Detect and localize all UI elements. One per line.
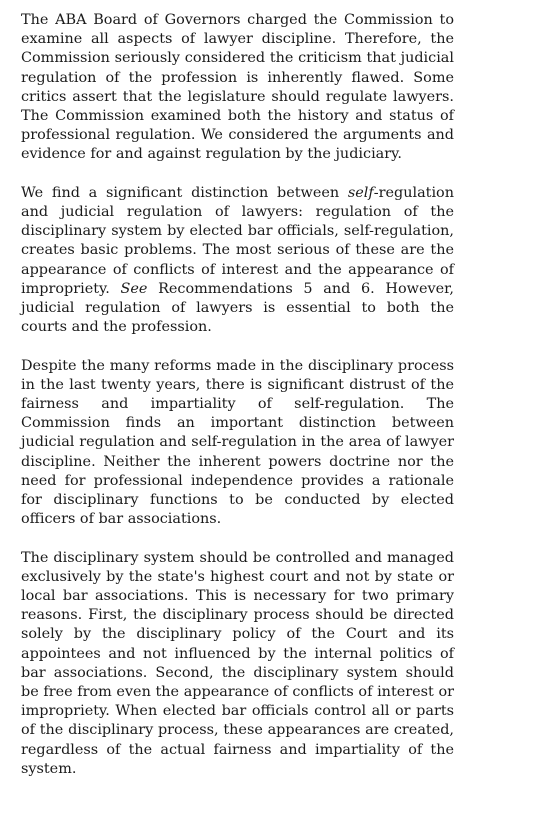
document-page [21, 11, 454, 779]
paragraph-reforms-distrust [21, 357, 454, 530]
paragraph-text: The disciplinary system should be controlled and managed exclusively by the state's highest court and not by state or local bar associations. This is necessary for two primary reasons. First, the disciplinary process should be directed solely by the disciplinary policy of the Court and its appointees and not influenced by the internal politics of bar associations. Second, the disciplinary system should be free from even the appearance of conflicts of interest or impropriety. When elected bar officials control all or parts of the disciplinary process, these appearances are created, regardless of the actual fairness and impartiality of the system. [21, 549, 454, 777]
paragraph-text: The ABA Board of Governors charged the Commission to examine all aspects of lawyer discipline. Therefore, the Commission seriously considered the criticism that judicial regulation of the profession is inherently flawed. Some critics assert that the legislature should regulate lawyers. The Commission examined both the history and status of professional regulation. We considered the arguments and evidence for and against regulation by the judiciary. [21, 12, 454, 163]
paragraph-board-charge [21, 11, 454, 165]
paragraph-text: We find a significant distinction between [21, 184, 348, 201]
paragraph-self-regulation-distinction [21, 184, 454, 338]
paragraph-court-control [21, 549, 454, 779]
paragraph-text: -regulation and judicial regulation of lawyers: regulation of the disciplinary system by elected bar officials, self-regulation, creates basic problems. The most serious of these are the appearance of conflicts of interest and the appearance of impropriety. [21, 184, 454, 297]
paragraph-text: Despite the many reforms made in the disciplinary process in the last twenty years, there is significant distrust of the fairness and impartiality of self-regulation. The Commission finds an important distinction between judicial regulation and self-regulation in the area of lawyer discipline. Neither the inherent powers doctrine nor the need for professional independence provides a rationale for disciplinary functions to be conducted by elected officers of bar associations. [21, 357, 454, 528]
citation-signal: See [120, 280, 148, 297]
italic-emphasis: self [347, 184, 374, 201]
paragraph-text: Recommendations 5 and 6. However, judicial regulation of lawyers is essential to both the courts and the profession. [21, 280, 454, 336]
